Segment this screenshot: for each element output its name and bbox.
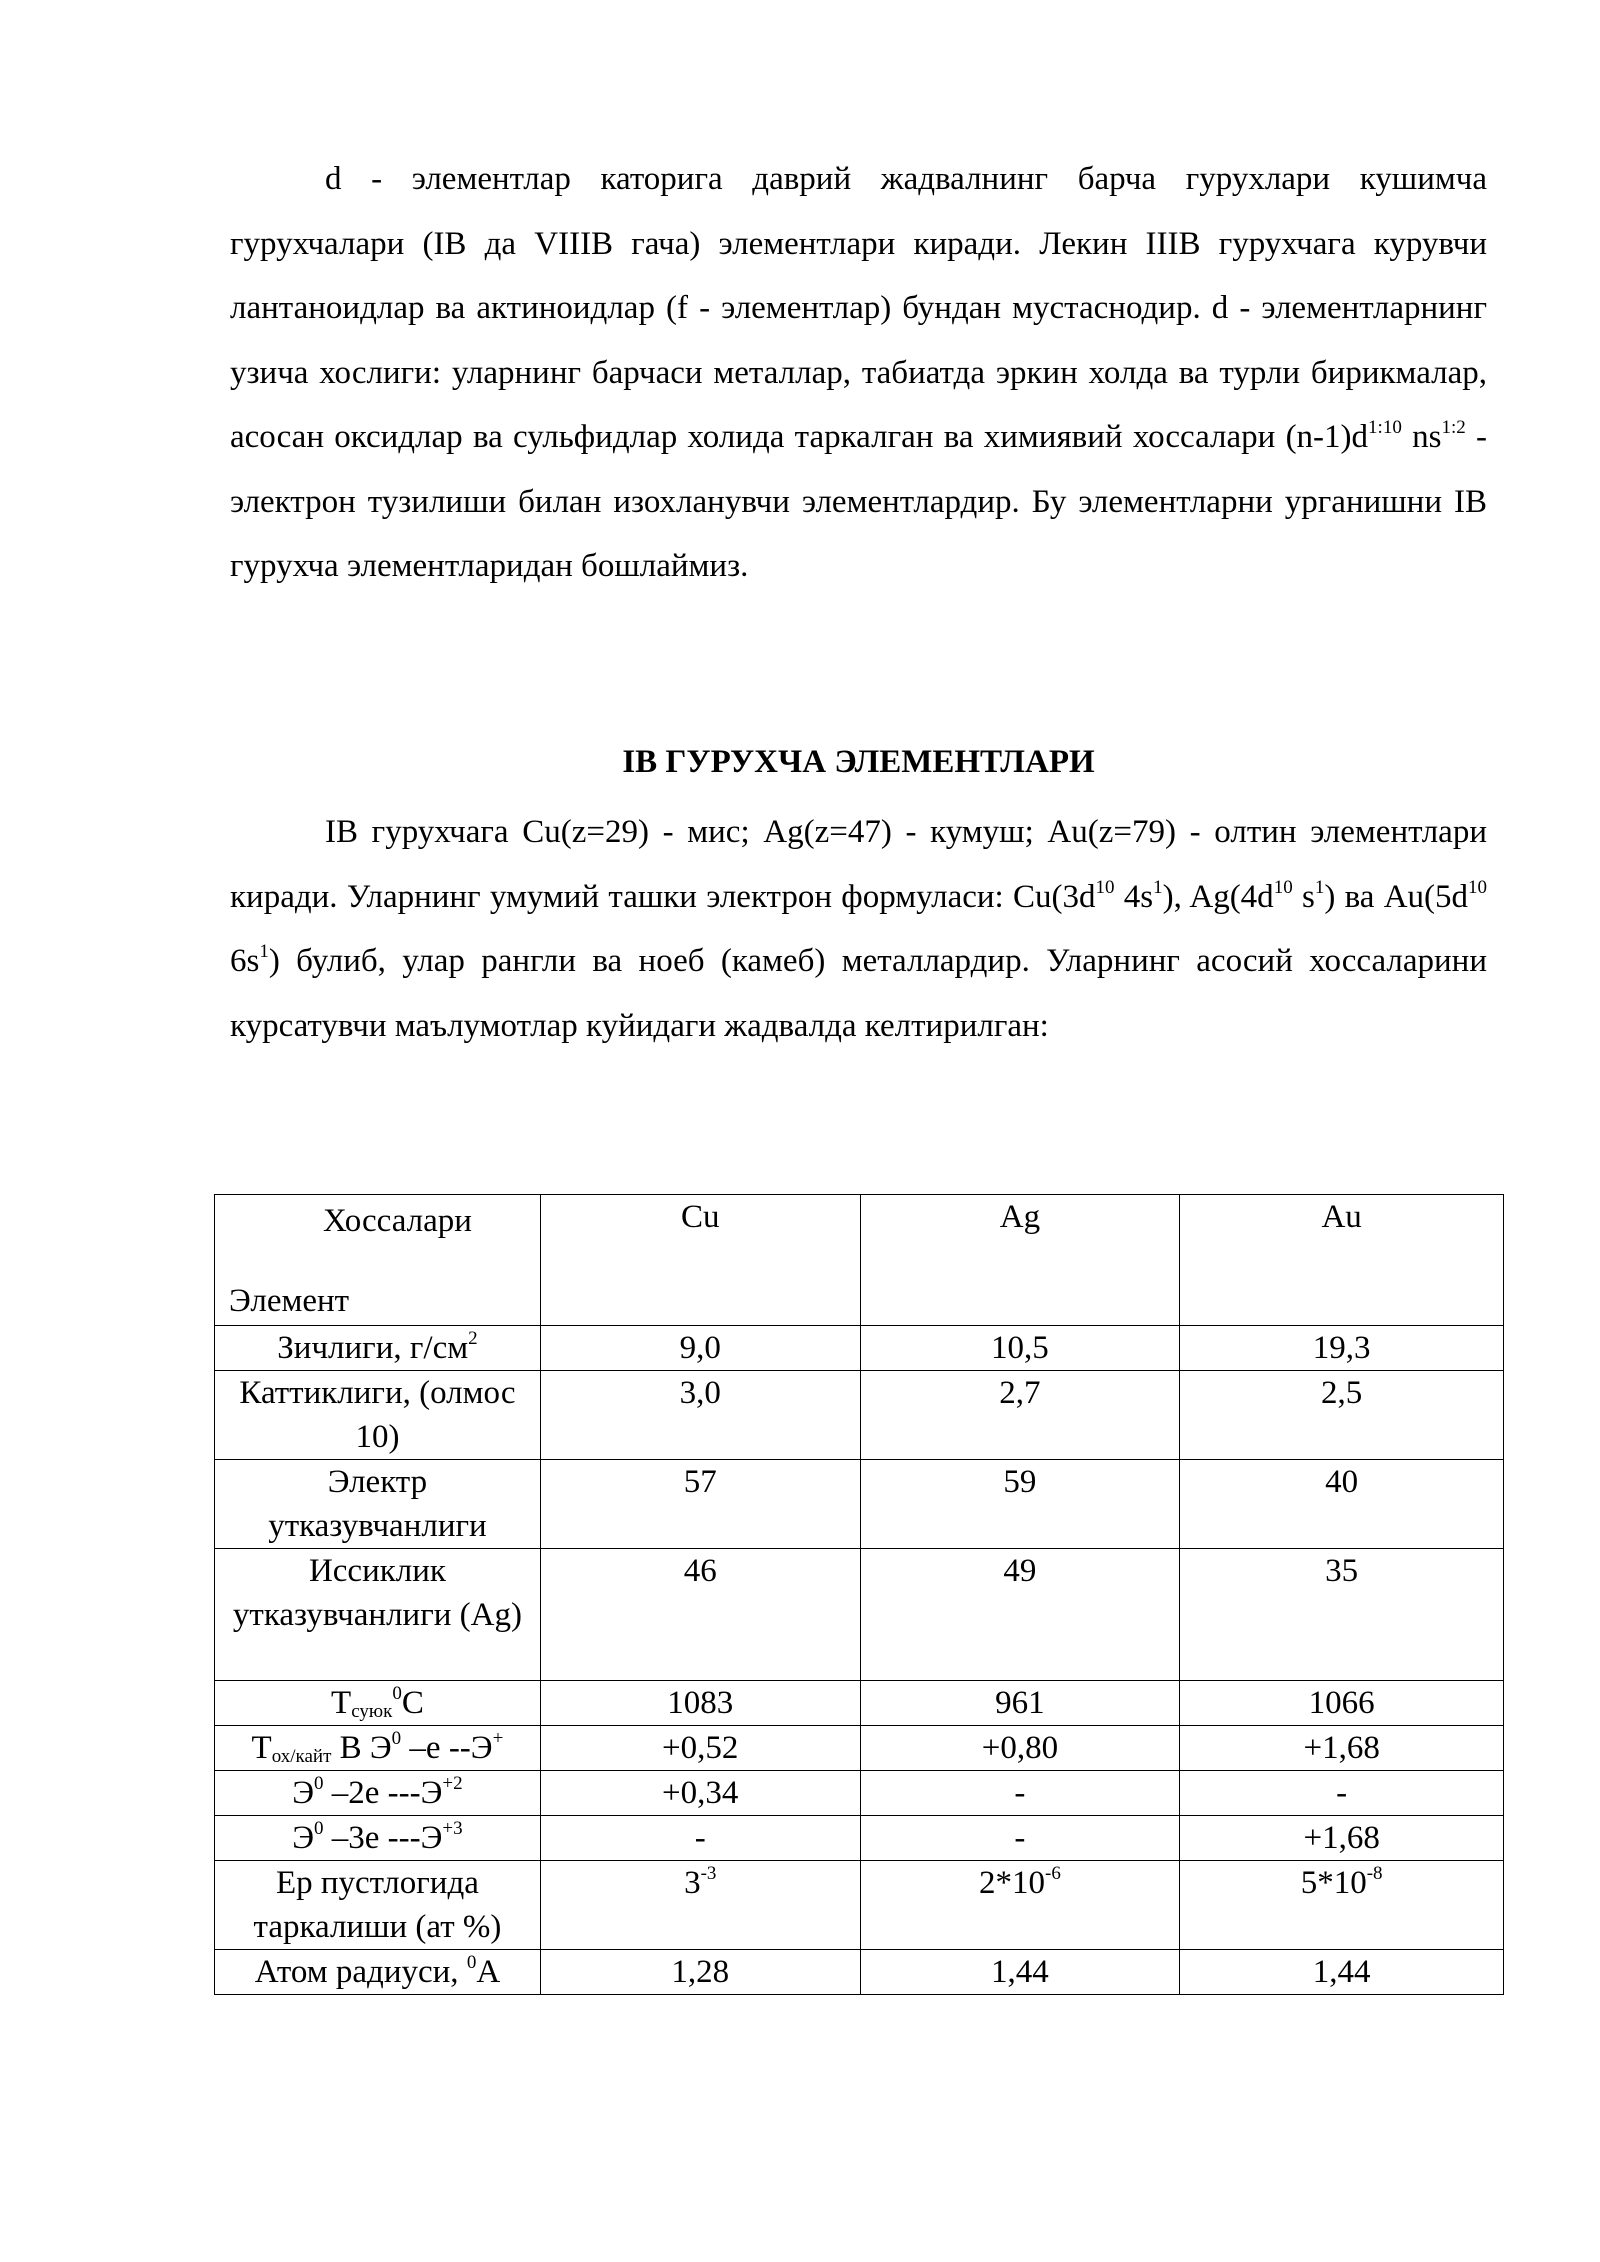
table-row-redox3 [215, 1816, 1504, 1861]
cell-cu: 3,0 [540, 1371, 860, 1460]
row-label: $Э^0$ –2е $---Э^{+2}$ [215, 1771, 541, 1816]
intro-text-tail: - электрон тузилиши билан изохланувчи элементлардир. Бу элементларни урганишни IB гурухча элементларидан бошлаймиз. [230, 419, 1487, 584]
table-row-density [215, 1326, 1504, 1371]
group-text: s [1292, 878, 1315, 915]
header-element-label: Элемент [229, 1283, 350, 1319]
intro-text-lead: d - элементлар каторига даврий жадвалнинг барча гурухлари кушимча гурухчалари (IB да VIIIB гача) элементлари киради. Лекин IIIB гурухчага курувчи лантаноидлар ва актиноидлар (f - элементлар) бундан мустаснодир. d - элементларнинг узича хослиги: уларнинг барчаси металлар, табиатда эркин холда ва турли бирикмалар, асосан оксидлар ва сульфидлар холида таркалган ва химиявий хоссалари (n-1)d [230, 161, 1487, 455]
intro-paragraph [230, 147, 1487, 599]
cell-au: 40 [1180, 1460, 1504, 1549]
row-label: Каттиклиги, (олмос 10) [215, 1371, 541, 1460]
cell-cu: +0,52 [540, 1726, 860, 1771]
cell-au: - [1180, 1771, 1504, 1816]
cell-cu: $3^{-3}$ [540, 1861, 860, 1950]
row-label: $Т_{ох/кайт}$ В $Э^0$ –е --Э+ [215, 1726, 541, 1771]
group-text: 6s [230, 943, 260, 979]
cell-au: $5*10^{-8}$ [1180, 1861, 1504, 1950]
header-properties-label: Хоссалари [322, 1203, 472, 1239]
group-text: IB гурухчага Cu(z=29) - мис; Ag(z=47) - кумуш; Au(z=79) - олтин элементлари киради. Уларнинг умумий ташки электрон формуласи: Cu(3d [230, 814, 1487, 915]
cell-au: 1066 [1180, 1681, 1504, 1726]
cell-cu: +0,34 [540, 1771, 860, 1816]
group-sup: 1 [1314, 876, 1325, 898]
group-sup: 1 [259, 941, 269, 962]
cell-cu: - [540, 1816, 860, 1861]
cell-cu: 57 [540, 1460, 860, 1549]
cell-ag: 1,44 [860, 1950, 1180, 1995]
cell-ag: 961 [860, 1681, 1180, 1726]
header-ag: Ag [860, 1195, 1180, 1326]
table-row-redox2 [215, 1771, 1504, 1816]
cell-au: 35 [1180, 1549, 1504, 1681]
group-sup: 10 [1468, 876, 1488, 898]
cell-ag: 2,7 [860, 1371, 1180, 1460]
cell-ag: - [860, 1771, 1180, 1816]
cell-cu: 9,0 [540, 1326, 860, 1371]
cell-au: 2,5 [1180, 1371, 1504, 1460]
table-row-hardness [215, 1371, 1504, 1460]
table-row-electric [215, 1460, 1504, 1549]
intro-sup-ns: 1:2 [1441, 417, 1466, 438]
header-corner-cell [215, 1195, 541, 1326]
cell-au: 19,3 [1180, 1326, 1504, 1371]
row-label: Ер пустлогида таркалиши (ат %) [215, 1861, 541, 1950]
table-row-melting [215, 1681, 1504, 1726]
table-row-redox1 [215, 1726, 1504, 1771]
intro-text-mid: ns [1401, 419, 1442, 455]
table-header-row [215, 1195, 1504, 1326]
row-label: $Т_{суюк}^0С$ [215, 1681, 541, 1726]
group-text: ) булиб, улар рангли ва ноеб (камеб) металлардир. Уларнинг асосий хоссаларини курсатувчи маълумотлар куйидаги жадвалда келтирилган: [230, 943, 1487, 1044]
row-label: Атом радиуси, $^0$А [215, 1950, 541, 1995]
table-row-thermal [215, 1549, 1504, 1681]
cell-ag: +0,80 [860, 1726, 1180, 1771]
intro-sup-d: 1:10 [1368, 417, 1402, 438]
group-paragraph [230, 800, 1487, 1058]
cell-au: +1,68 [1180, 1726, 1504, 1771]
row-label: $Э^0$ –3е $---Э^{+3}$ [215, 1816, 541, 1861]
cell-ag: - [860, 1816, 1180, 1861]
cell-ag: 10,5 [860, 1326, 1180, 1371]
row-label: Электр утказувчанлиги [215, 1460, 541, 1549]
group-text: 4s [1114, 878, 1154, 915]
group-sup: 10 [1095, 876, 1115, 898]
group-sup: 1 [1153, 876, 1163, 898]
group-sup: 10 [1273, 876, 1293, 898]
cell-ag: 59 [860, 1460, 1180, 1549]
group-text: ), Ag(4d [1162, 878, 1274, 915]
properties-table [214, 1194, 1504, 1995]
group-text: ) ва Au(5d [1324, 878, 1469, 915]
table-row-radius [215, 1950, 1504, 1995]
cell-au: +1,68 [1180, 1816, 1504, 1861]
cell-ag: $2*10^{-6}$ [860, 1861, 1180, 1950]
cell-cu: 1,28 [540, 1950, 860, 1995]
header-cu: Cu [540, 1195, 860, 1326]
row-label: Зичлиги, $г/см^2$ [215, 1326, 541, 1371]
cell-au: 1,44 [1180, 1950, 1504, 1995]
header-au: Au [1180, 1195, 1504, 1326]
cell-cu: 1083 [540, 1681, 860, 1726]
cell-cu: 46 [540, 1549, 860, 1681]
section-heading: IB ГУРУХЧА ЭЛЕМЕНТЛАРИ [622, 744, 1095, 780]
table-row-abundance [215, 1861, 1504, 1950]
row-label: Иссиклик утказувчанлиги (Ag) [215, 1549, 541, 1681]
cell-ag: 49 [860, 1549, 1180, 1681]
